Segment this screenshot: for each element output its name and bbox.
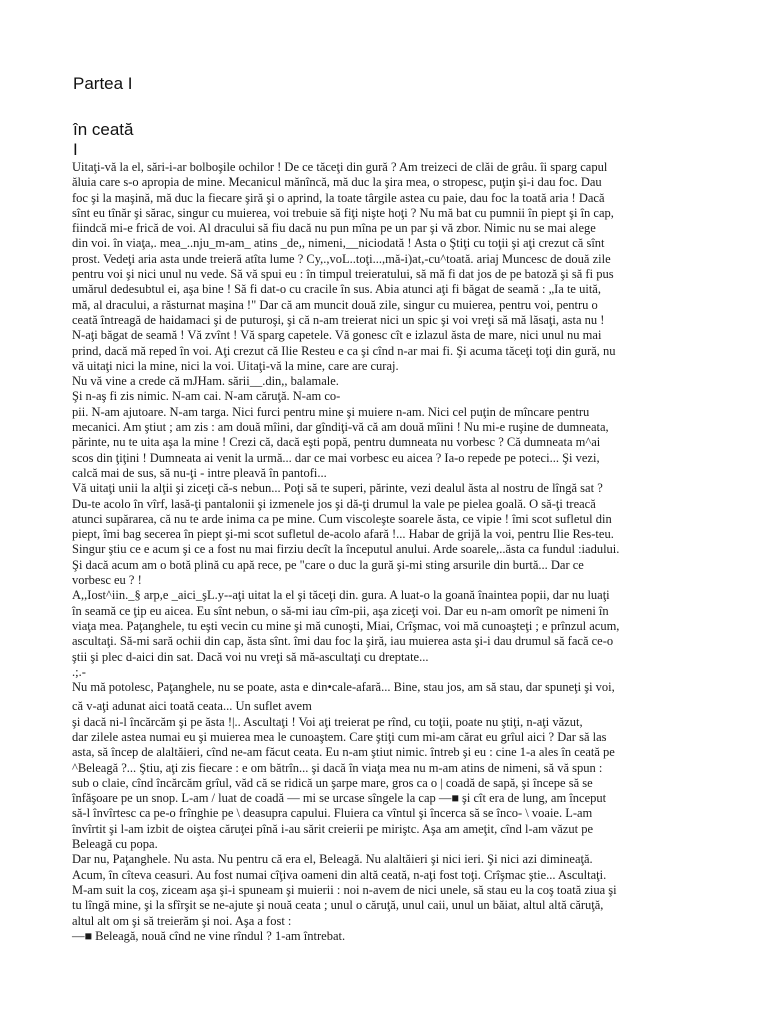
text-line: calcă mai de sus, să nu-ţi - intre pleavă în pantofi... <box>72 465 327 480</box>
text-line: Şi n-aş fi zis nimic. N-am cai. N-am căruţă. N-am co- <box>72 389 341 404</box>
text-line: sînt eu tînăr şi sărac, singur cu muierea, voi trebuie să fiţi nişte hoţi ? Nu mă bat cu pumnii în piept şi în cap, <box>72 205 614 220</box>
text-line: asta, să încep de alaltăieri, cînd ne-am făcut ceata. Eu n-am ştiut nimic. întreb şi eu : cine 1-a ales în ceată pe <box>72 745 615 760</box>
text-line: ^Beleagă ?... Ştiu, aţi zis fiecare : e om bătrîn... şi dacă în viaţa mea nu m-am atins de nimeni, să vă spun : <box>72 760 603 775</box>
body-text <box>72 160 700 944</box>
text-line: că v-aţi adunat aici toată ceata... Un suflet avem <box>72 699 312 714</box>
text-line: Acum, în cîteva ceasuri. Au fost numai cîţiva oameni din altă ceată, n-aţi fost toţi. Crîşmac ştie... Ascultaţi. <box>72 867 607 882</box>
text-line: vorbesc eu ? ! <box>72 573 142 588</box>
text-line: sub o claie, cînd încărcăm grîul, văd că se ridică un şarpe mare, gros ca o | coadă de sapă, şi începe să se <box>72 775 593 790</box>
text-line: mă, al dracului, a răsturnat maşina !" Dar că am muncit două zile, singur cu muierea, pentru voi, pentru o <box>72 297 598 312</box>
text-line: .;.- <box>72 664 86 679</box>
text-line: fiindcă mi-e frică de voi. Al dracului să fiu dacă nu pun mîna pe un par şi vă zbor. Nimic nu se mai alege <box>72 221 596 236</box>
text-line: părinte, nu te uita aşa la mine ! Crezi că, dacă eşti popă, pentru dumneata nu vorbesc ? Că dumneata m^ai <box>72 435 601 450</box>
text-line: viaţa mea. Paţanghele, tu eşti vecin cu mine şi mă cunoşti, Miai, Crîşmac, voi mă cunoaşteţi ; e prînzul acum, <box>72 618 620 633</box>
text-line: scos din ţiţini ! Dumneata ai venit la urmă... dar ce mai vorbesc eu aicea ? Ia-o repede pe poteci... Şi vezi, <box>72 450 600 465</box>
chapter-title: în ceată <box>73 120 134 139</box>
text-line: pii. N-am ajutoare. N-am targa. Nici furci pentru mine şi muiere n-am. Nici cel puţin de mîncare pentru <box>72 404 590 419</box>
text-line: în seamă ce ţip eu aicea. Eu sînt nebun, o să-mi iau cîm-pii, aşa ziceţi voi. Dar eu n-am omorît pe nimeni în <box>72 603 609 618</box>
text-line: Uitaţi-vă la el, sări-i-ar bolboşile ochilor ! De ce tăceţi din gură ? Am treizeci de clăi de grâu. îi sparg capul <box>72 160 608 174</box>
text-line: altul alt om şi să treierăm şi noi. Aşa a fost : <box>72 913 292 928</box>
text-line: Dar nu, Paţanghele. Nu asta. Nu pentru că era el, Beleagă. Nu alaltăieri şi nici ieri. Şi nici azi dimineaţă. <box>72 852 593 867</box>
text-line: înfăşoare pe un snop. L-am / luat de coadă — mi se urcase sîngele la cap —■ şi cît era de lung, am început <box>72 791 607 806</box>
text-line: Şi dacă acum am o botă plină cu apă rece, pe "care o duc la gură şi-mi sting arsurile din burtă... Dar ce <box>72 557 584 572</box>
text-line: şi dacă ni-l încărcăm şi pe ăsta !|.. Ascultaţi ! Voi aţi treierat pe rînd, cu toţii, poate nu ştiţi, n-aţi văzut, <box>72 714 583 729</box>
text-line: Vă uitaţi unii la alţii şi ziceţi că-s nebun... Poţi să te superi, părinte, vezi dealul ăsta al nostru de lîngă sat ? <box>72 481 603 496</box>
text-line: Nu mă potolesc, Paţanghele, nu se poate, asta e din•cale-afară... Bine, stau jos, am să stau, dar spuneţi şi voi, <box>72 680 615 695</box>
text-line: foc şi la maşină, mă duc la fiecare şiră şi o aprind, la toate târgile astea cu paie, dau foc la toată aria ! Dacă <box>72 190 605 205</box>
chapter-number: I <box>73 140 78 159</box>
text-line: învîrtit şi l-am izbit de oiştea căruţei pînă i-au sărit creierii pe miriştc. Aşa am ameţit, cînd l-am văzut pe <box>72 821 594 836</box>
text-line: Singur ştiu ce e acum şi ce a fost nu mai firziu decît la începutul anului. Arde soarele,..ăsta ca fundul :iadului. <box>72 542 620 557</box>
text-line: vă uitaţi nici la mine, nici la voi. Uitaţi-vă la mine, care are curaj. <box>72 358 399 373</box>
text-line: Nu vă vine a crede că mJHam. sării__.din,, balamale. <box>72 374 339 389</box>
text-line: pentru voi şi nici unul nu vede. Să vă spui eu : în timpul treieratului, să mă fi dat jos de pe batoză şi să fi pus <box>72 267 614 282</box>
text-line: mecanici. Am ştiut ; am zis : am două mîini, dar gîndiţi-vă că am două mîini ! Nu mi-e ruşine de dumneata, <box>72 420 609 435</box>
text-line: din voi. în viaţa,. mea_..nju_m-am_ atins _de,, nimeni,__niciodată ! Asta o Ştiţi cu toţii şi aţi crezut că sînt <box>72 236 605 251</box>
text-line: piept, îmi bag secerea în piept şi-mi scot sufletul de-acolo afară !... Habar de grijă la voi, pentru Ilie Res-teu. <box>72 527 614 542</box>
text-line: Beleagă cu popa. <box>72 837 158 852</box>
text-line: —■ Beleagă, nouă cînd ne vine rîndul ? 1-am întrebat. <box>72 928 346 943</box>
text-line: M-am suit la coş, ziceam aşa şi-i spuneam şi muierii : noi n-avem de nici unele, să stau eu la coş toată ziua şi <box>72 882 617 897</box>
text-line: ceată întreagă de haidamaci şi de puturoşi, şi că n-am treierat nici un spic şi voi vreţi să mă lăsaţi, asta nu ! <box>72 312 605 327</box>
text-line: A,,Iost^iin._§ arp,e _aici_şL.y--aţi uitat la el şi tăceţi din. gura. A luat-o la goană înaintea popii, dar nu luaţi <box>72 588 610 603</box>
text-line: atunci supărarea, că nu te arde inima ca pe mine. Cum viscoleşte soarele ăsta, ce vipie ! îmi scot sufletul din <box>72 511 612 526</box>
part-title: Partea I <box>73 74 133 93</box>
text-line: dar zilele astea numai eu şi muierea mea le cunoaştem. Care ştiţi cum mi-am cărat eu grîul aici ? Dar să las <box>72 729 607 744</box>
text-line: umărul dedesubtul ei, aşa bine ! Să fi dat-o cu cracile în sus. Abia atunci aţi fi băgat de seamă : „Ia te uită, <box>72 282 601 297</box>
text-line: N-aţi băgat de seamă ! Vă zvînt ! Vă sparg capetele. Vă gonesc cît e izlazul ăsta de mare, nici unul nu mai <box>72 328 602 343</box>
text-line: tu lîngă mine, şi la sfîrşit se ne-ajute şi nouă ceata ; unul o căruţă, unul caii, unul un băiat, altul altă căruţă, <box>72 898 604 913</box>
text-line: ăluia care s-o apropia de mine. Mecanicul mănîncă, mă duc la şira mea, o stropesc, puţin şi-i dau foc. Dau <box>72 175 602 190</box>
text-line: prost. Vedeţi aria asta unde treieră atîta lume ? Cy,.,voL..toţi...,mă-i)at,-cu^toată. ariaj Muncesc de două zile <box>72 251 611 266</box>
text-line: ştii şi plec d-aici din sat. Dacă voi nu vreţi să mă-ascultaţi cu dreptate... <box>72 649 429 664</box>
text-line: Du-te acolo în vîrf, lasă-ţi pantalonii şi izmenele jos şi dă-ţi drumul la vale pe pielea goală. O să-ţi treacă <box>72 496 596 511</box>
text-line: să-l învîrtesc ca pe-o frînghie pe \ deasupra capului. Fluiera ca vîntul şi încerca să se înco- \ voaie. L-am <box>72 806 593 821</box>
text-line: ascultaţi. Să-mi sară ochii din cap, ăsta sînt. îmi dau foc la şiră, iau muierea asta şi-i dau drumul să facă ce-o <box>72 634 614 649</box>
text-line: prind, dacă mă reped în voi. Aţi crezut că Ilie Resteu e ca şi cînd n-ar mai fi. Şi acuma tăceţi toţi din gură, nu <box>72 343 616 358</box>
